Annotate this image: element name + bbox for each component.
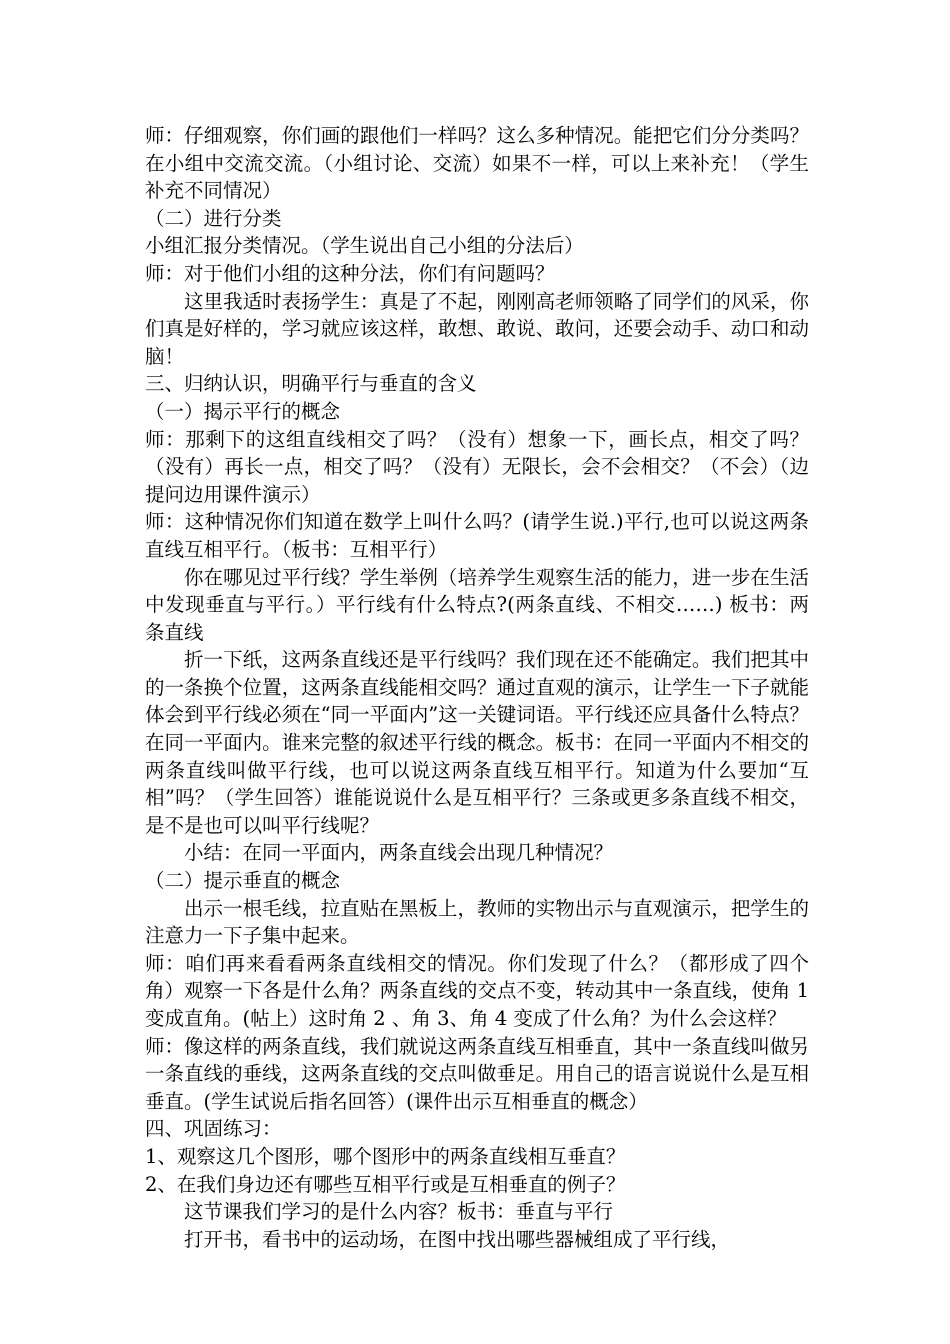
list-item: 2、在我们身边还有哪些互相平行或是互相垂直的例子？ [145,1172,626,1196]
paragraph: 这里我适时表扬学生：真是了不起，刚刚高老师领略了同学们的风采，你们真是好样的，学习就应该这样，敢想、敢说、敢问，还要会动手、动口和动脑！ [145,289,809,368]
paragraph: 小组汇报分类情况。（学生说出自己小组的分法后） [145,234,584,258]
section-heading: （一）揭示平行的概念 [145,399,341,423]
paragraph: 师：那剩下的这组直线相交了吗？（没有）想象一下，画长点，相交了吗？（没有）再长一点，相交了吗？（没有）无限长，会不会相交？（不会）（边提问边用课件演示） [145,427,809,506]
document-body [145,122,809,1253]
paragraph: 小结：在同一平面内，两条直线会出现几种情况？ [184,841,614,865]
paragraph: 师：这种情况你们知道在数学上叫什么吗？(请学生说.)平行,也可以说这两条直线互相平行。（板书：互相平行） [145,510,809,561]
list-item: 1、观察这几个图形，哪个图形中的两条直线相互垂直？ [145,1144,626,1168]
section-heading: （二）提示垂直的概念 [145,869,341,893]
section-heading: 三、归纳认识，明确平行与垂直的含义 [145,372,477,396]
paragraph: 师：像这样的两条直线，我们就说这两条直线互相垂直，其中一条直线叫做另一条直线的垂线，这两条直线的交点叫做垂足。用自己的语言说说什么是互相垂直。(学生试说后指名回答）(课件出示互相垂直的概念） [145,1034,809,1113]
paragraph: 折一下纸，这两条直线还是平行线吗？我们现在还不能确定。我们把其中的一条换个位置，这两条直线能相交吗？通过直观的演示，让学生一下子就能体会到平行线必须在“同一平面内”这一关键词语。平行线还应具备什么特点？在同一平面内。谁来完整的叙述平行线的概念。板书：在同一平面内不相交的两条直线叫做平行线，也可以说这两条直线互相平行。知道为什么要加“互相”吗？（学生回答）谁能说说什么是互相平行？三条或更多条直线不相交，是不是也可以叫平行线呢？ [145,648,809,837]
section-heading: 四、巩固练习： [145,1117,282,1141]
paragraph: 师：对于他们小组的这种分法，你们有问题吗？ [145,261,555,285]
paragraph: 你在哪见过平行线？学生举例（培养学生观察生活的能力，进一步在生活中发现垂直与平行。）平行线有什么特点?(两条直线、不相交……) 板书：两条直线 [145,565,809,644]
paragraph: 师：咱们再来看看两条直线相交的情况。你们发现了什么？（都形成了四个角）观察一下各是什么角？两条直线的交点不变，转动其中一条直线，使角 1 变成直角。(帖上）这时角 2 、角 3、角 4 变成了什么角？为什么会这样？ [145,951,809,1030]
paragraph: 师：仔细观察，你们画的跟他们一样吗？这么多种情况。能把它们分分类吗？在小组中交流交流。（小组讨论、交流）如果不一样，可以上来补充！（学生补充不同情况） [145,124,809,203]
paragraph: 打开书，看书中的运动场，在图中找出哪些器械组成了平行线， [184,1227,731,1251]
section-heading: （二）进行分类 [145,206,282,230]
paragraph: 这节课我们学习的是什么内容？板书：垂直与平行 [184,1200,614,1224]
paragraph: 出示一根毛线，拉直贴在黑板上，教师的实物出示与直观演示，把学生的注意力一下子集中起来。 [145,896,809,948]
